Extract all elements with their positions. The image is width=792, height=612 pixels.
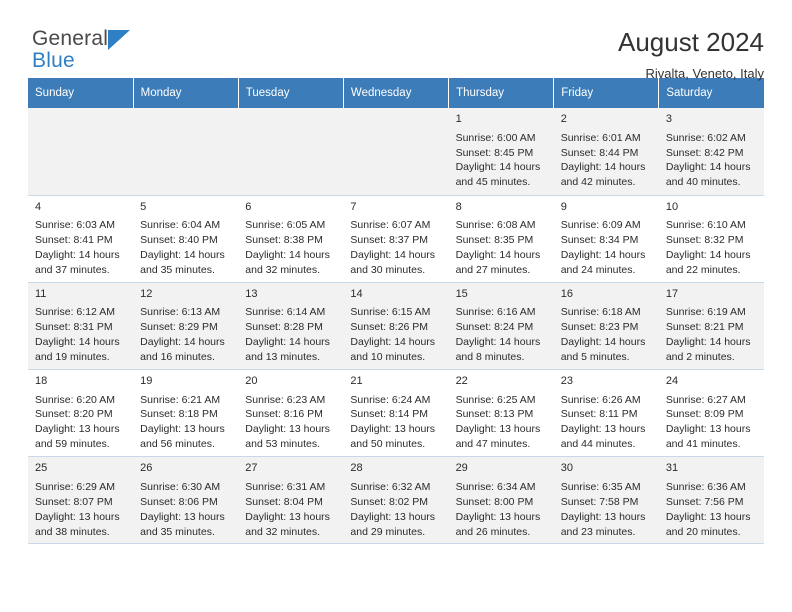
day-number: 20 (245, 374, 258, 387)
day-info-line: Sunset: 8:29 PM (140, 321, 218, 334)
calendar-day-cell[interactable] (238, 369, 343, 456)
calendar-day-cell[interactable] (554, 108, 659, 195)
day-info-line: Daylight: 14 hours (665, 161, 751, 174)
calendar-day-cell[interactable] (554, 369, 659, 456)
day-info-line: Daylight: 14 hours (140, 248, 225, 261)
page-title: August 2024 (617, 27, 764, 57)
day-info-line: Sunset: 8:38 PM (245, 234, 323, 247)
day-info-line: Daylight: 13 hours (140, 423, 225, 436)
day-number: 26 (140, 462, 153, 475)
day-info-line: Sunset: 8:11 PM (560, 408, 638, 421)
day-info-line: Sunrise: 6:31 AM (245, 480, 326, 493)
calendar-body (28, 108, 764, 544)
calendar-week-row (28, 369, 764, 456)
calendar-empty-cell (238, 108, 343, 195)
calendar-day-cell[interactable] (133, 195, 238, 282)
calendar-day-cell[interactable] (554, 195, 659, 282)
calendar-day-cell[interactable] (133, 369, 238, 456)
day-number: 23 (560, 374, 573, 387)
day-info-line: Sunrise: 6:00 AM (455, 131, 536, 144)
day-info-line: Sunset: 8:31 PM (35, 321, 113, 334)
day-number: 13 (245, 287, 258, 300)
day-info-line: Sunrise: 6:07 AM (350, 219, 431, 232)
calendar-day-cell[interactable] (659, 195, 764, 282)
day-info-line: Sunrise: 6:03 AM (35, 219, 115, 232)
weekday-header-tuesday: Tuesday (238, 78, 343, 108)
day-info-line: and 59 minutes. (35, 438, 110, 451)
day-info-line: Sunset: 8:21 PM (665, 321, 744, 334)
day-info-line: Daylight: 14 hours (140, 336, 225, 349)
day-info-line: Sunset: 8:35 PM (455, 234, 534, 247)
day-info-line: and 35 minutes. (140, 263, 215, 276)
day-info-line: and 32 minutes. (245, 263, 320, 276)
logo-text-blue: Blue (32, 49, 75, 72)
calendar-day-cell[interactable] (133, 457, 238, 544)
day-info-line: Sunrise: 6:02 AM (665, 131, 746, 144)
day-info-line: Daylight: 13 hours (455, 423, 541, 436)
day-info-line: Sunset: 8:28 PM (245, 321, 323, 334)
day-number: 14 (350, 287, 363, 300)
calendar-week-row (28, 457, 764, 544)
day-info-line: and 38 minutes. (35, 525, 110, 538)
day-info-line: and 24 minutes. (560, 263, 636, 276)
day-info-line: and 40 minutes. (665, 176, 741, 189)
day-info-line: Sunset: 8:26 PM (350, 321, 429, 334)
day-info-line: Sunrise: 6:20 AM (35, 393, 115, 406)
day-info-line: Sunrise: 6:34 AM (455, 480, 536, 493)
day-info-line: and 2 minutes. (665, 351, 735, 364)
day-info-line: and 30 minutes. (350, 263, 426, 276)
calendar-day-cell[interactable] (28, 195, 133, 282)
day-info-line: Sunrise: 6:09 AM (560, 219, 641, 232)
day-info-line: Sunset: 8:42 PM (665, 146, 744, 159)
day-info-line: Sunset: 8:45 PM (455, 146, 534, 159)
day-info-line: Daylight: 14 hours (350, 248, 436, 261)
calendar-day-cell[interactable] (449, 282, 554, 369)
weekday-header-wednesday: Wednesday (343, 78, 448, 108)
calendar-day-cell[interactable] (554, 457, 659, 544)
day-info-line: and 56 minutes. (140, 438, 215, 451)
calendar-day-cell[interactable] (449, 457, 554, 544)
day-info-line: Sunset: 8:44 PM (560, 146, 639, 159)
day-number: 2 (560, 113, 567, 125)
day-number: 9 (560, 200, 567, 213)
day-info-line: Sunrise: 6:04 AM (140, 219, 221, 232)
day-info-line: Sunset: 8:06 PM (140, 495, 218, 508)
day-info-line: Daylight: 14 hours (35, 248, 120, 261)
calendar-day-cell[interactable] (343, 282, 448, 369)
weekday-header-sunday: Sunday (28, 78, 133, 108)
day-number: 4 (35, 200, 42, 213)
day-info-line: Sunset: 8:18 PM (140, 408, 218, 421)
day-info-line: Sunset: 8:32 PM (665, 234, 744, 247)
day-info-line: Daylight: 14 hours (560, 248, 646, 261)
day-info-line: Daylight: 14 hours (560, 336, 646, 349)
day-info-line: Sunset: 8:07 PM (35, 495, 113, 508)
day-info-line: Sunrise: 6:35 AM (560, 480, 641, 493)
day-info-line: Sunset: 8:00 PM (455, 495, 534, 508)
day-number: 5 (140, 200, 147, 213)
day-number: 16 (560, 287, 573, 300)
day-info-line: and 22 minutes. (665, 263, 741, 276)
day-info-line: Sunrise: 6:18 AM (560, 306, 641, 319)
day-info-line: Sunset: 8:24 PM (455, 321, 534, 334)
day-info-line: and 53 minutes. (245, 438, 320, 451)
day-info-line: Sunrise: 6:19 AM (665, 306, 746, 319)
day-info-line: Daylight: 14 hours (665, 336, 751, 349)
day-info-line: Daylight: 13 hours (665, 510, 751, 523)
day-info-line: and 27 minutes. (455, 263, 531, 276)
day-info-line: Daylight: 13 hours (35, 423, 120, 436)
page-header (28, 0, 764, 81)
day-info-line: Sunset: 8:09 PM (665, 408, 744, 421)
day-info-line: Sunset: 8:40 PM (140, 234, 218, 247)
calendar-week-row (28, 282, 764, 369)
day-number: 11 (35, 287, 47, 300)
calendar-day-cell[interactable] (659, 108, 764, 195)
general-blue-logo (28, 28, 108, 71)
day-info-line: Sunrise: 6:29 AM (35, 480, 115, 493)
calendar-day-cell[interactable] (238, 195, 343, 282)
day-info-line: and 16 minutes. (140, 351, 215, 364)
calendar-day-cell[interactable] (343, 195, 448, 282)
day-info-line: Sunset: 8:04 PM (245, 495, 323, 508)
day-info-line: Daylight: 13 hours (560, 510, 646, 523)
day-info-line: and 10 minutes. (350, 351, 426, 364)
weekday-header-thursday: Thursday (449, 78, 554, 108)
day-info-line: Sunset: 7:56 PM (665, 495, 744, 508)
weekday-header-monday: Monday (133, 78, 238, 108)
day-info-line: Daylight: 13 hours (140, 510, 225, 523)
day-number: 15 (455, 287, 468, 300)
day-info-line: Sunrise: 6:12 AM (35, 306, 115, 319)
calendar-day-cell[interactable] (238, 282, 343, 369)
day-info-line: Sunrise: 6:24 AM (350, 393, 431, 406)
day-info-line: Sunrise: 6:36 AM (665, 480, 746, 493)
day-number: 24 (665, 374, 679, 387)
calendar-day-cell[interactable] (554, 282, 659, 369)
day-info-line: Sunrise: 6:27 AM (665, 393, 746, 406)
day-info-line: Daylight: 14 hours (455, 161, 541, 174)
calendar-day-cell[interactable] (28, 457, 133, 544)
calendar-day-cell[interactable] (449, 195, 554, 282)
weekday-header-friday: Friday (554, 78, 659, 108)
calendar-day-cell[interactable] (659, 457, 764, 544)
day-info-line: Sunset: 8:34 PM (560, 234, 639, 247)
day-info-line: Sunset: 8:20 PM (35, 408, 113, 421)
day-info-line: Daylight: 14 hours (350, 336, 436, 349)
day-info-line: and 5 minutes. (560, 351, 630, 364)
day-info-line: Sunrise: 6:23 AM (245, 393, 326, 406)
day-info-line: Sunrise: 6:32 AM (350, 480, 431, 493)
day-info-line: and 50 minutes. (350, 438, 426, 451)
day-info-line: Sunrise: 6:14 AM (245, 306, 326, 319)
logo-text-general: General (32, 27, 109, 50)
day-info-line: and 37 minutes. (35, 263, 110, 276)
calendar-day-cell[interactable] (28, 369, 133, 456)
day-info-line: Sunrise: 6:21 AM (140, 393, 221, 406)
day-number: 10 (665, 200, 679, 213)
day-info-line: Daylight: 13 hours (245, 510, 330, 523)
calendar-day-cell[interactable] (659, 369, 764, 456)
day-info-line: Sunset: 8:02 PM (350, 495, 429, 508)
day-info-line: Daylight: 14 hours (560, 161, 646, 174)
calendar-day-cell[interactable] (343, 369, 448, 456)
day-number: 8 (455, 200, 462, 213)
calendar-day-cell[interactable] (449, 108, 554, 195)
day-info-line: Daylight: 14 hours (665, 248, 751, 261)
day-info-line: Sunrise: 6:25 AM (455, 393, 536, 406)
day-info-line: and 26 minutes. (455, 525, 531, 538)
day-info-line: and 29 minutes. (350, 525, 426, 538)
sunrise-sunset-calendar (28, 78, 764, 544)
day-info-line: and 35 minutes. (140, 525, 215, 538)
day-number: 27 (245, 462, 258, 475)
day-number: 12 (140, 287, 153, 300)
day-info-line: Sunset: 8:41 PM (35, 234, 113, 247)
day-info-line: Daylight: 14 hours (245, 248, 330, 261)
title-block (618, 28, 764, 81)
day-info-line: and 20 minutes. (665, 525, 741, 538)
calendar-empty-cell (343, 108, 448, 195)
calendar-empty-cell (133, 108, 238, 195)
calendar-day-cell[interactable] (449, 369, 554, 456)
day-info-line: Sunset: 8:14 PM (350, 408, 429, 421)
day-number: 31 (665, 462, 679, 475)
calendar-day-cell[interactable] (659, 282, 764, 369)
day-info-line: and 41 minutes. (665, 438, 741, 451)
day-info-line: Sunrise: 6:10 AM (665, 219, 746, 232)
day-info-line: Sunset: 8:23 PM (560, 321, 639, 334)
day-info-line: Daylight: 13 hours (665, 423, 751, 436)
calendar-week-row (28, 195, 764, 282)
day-info-line: Sunrise: 6:08 AM (455, 219, 536, 232)
day-info-line: Daylight: 14 hours (455, 248, 541, 261)
day-info-line: Sunrise: 6:30 AM (140, 480, 221, 493)
calendar-empty-cell (28, 108, 133, 195)
day-info-line: and 23 minutes. (560, 525, 636, 538)
day-number: 29 (455, 462, 468, 475)
day-info-line: and 45 minutes. (455, 176, 531, 189)
location-subtitle: Rivalta, Veneto, Italy (645, 65, 764, 81)
day-info-line: and 8 minutes. (455, 351, 525, 364)
day-number: 21 (350, 374, 363, 387)
day-number: 30 (560, 462, 573, 475)
day-number: 18 (35, 374, 48, 387)
day-info-line: and 19 minutes. (35, 351, 110, 364)
day-info-line: Sunset: 8:13 PM (455, 408, 534, 421)
day-info-line: Sunrise: 6:13 AM (140, 306, 221, 319)
day-info-line: and 47 minutes. (455, 438, 531, 451)
day-info-line: Daylight: 13 hours (350, 510, 436, 523)
day-number: 25 (35, 462, 48, 475)
day-info-line: Daylight: 13 hours (245, 423, 330, 436)
day-info-line: Daylight: 14 hours (245, 336, 330, 349)
day-number: 6 (245, 200, 252, 213)
day-number: 7 (350, 200, 357, 213)
day-info-line: Daylight: 13 hours (35, 510, 120, 523)
day-info-line: Sunset: 8:16 PM (245, 408, 323, 421)
day-number: 19 (140, 374, 153, 387)
day-number: 22 (455, 374, 468, 387)
calendar-week-row (28, 108, 764, 195)
day-number: 1 (455, 113, 462, 125)
day-info-line: Sunset: 8:37 PM (350, 234, 429, 247)
calendar-day-cell[interactable] (133, 282, 238, 369)
calendar-day-cell[interactable] (343, 457, 448, 544)
day-info-line: Daylight: 13 hours (455, 510, 541, 523)
day-info-line: and 44 minutes. (560, 438, 636, 451)
day-info-line: Sunrise: 6:16 AM (455, 306, 536, 319)
weekday-header-row (28, 78, 764, 108)
day-info-line: Sunrise: 6:05 AM (245, 219, 326, 232)
weekday-header-saturday: Saturday (659, 78, 764, 108)
calendar-day-cell[interactable] (28, 282, 133, 369)
flag-icon (108, 30, 130, 50)
day-number: 3 (665, 113, 672, 125)
day-info-line: Sunset: 7:58 PM (560, 495, 639, 508)
day-info-line: Daylight: 13 hours (350, 423, 436, 436)
day-info-line: Daylight: 13 hours (560, 423, 646, 436)
day-info-line: and 42 minutes. (560, 176, 636, 189)
day-info-line: Sunrise: 6:26 AM (560, 393, 641, 406)
day-info-line: Daylight: 14 hours (455, 336, 541, 349)
day-number: 17 (665, 287, 679, 300)
day-info-line: and 13 minutes. (245, 351, 320, 364)
day-info-line: Sunrise: 6:15 AM (350, 306, 431, 319)
day-info-line: Daylight: 14 hours (35, 336, 120, 349)
calendar-day-cell[interactable] (238, 457, 343, 544)
day-number: 28 (350, 462, 363, 475)
day-info-line: Sunrise: 6:01 AM (560, 131, 641, 144)
day-info-line: and 32 minutes. (245, 525, 320, 538)
